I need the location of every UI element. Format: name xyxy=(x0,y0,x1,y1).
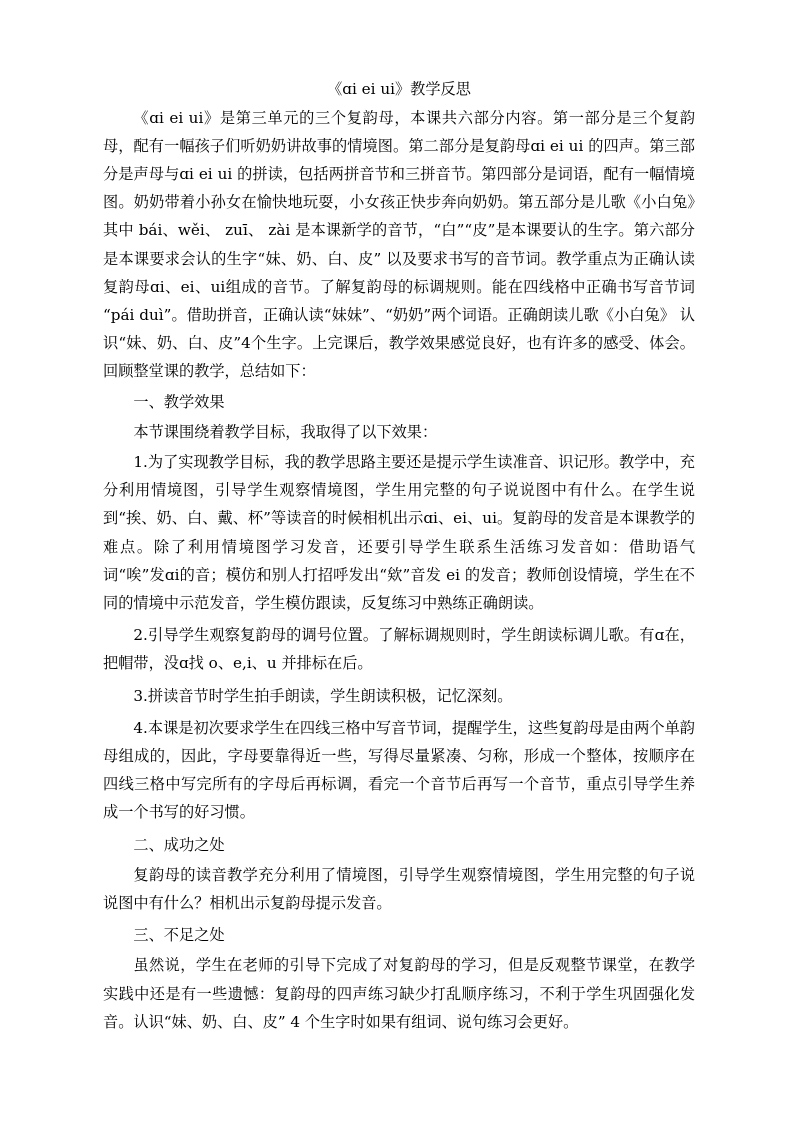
intro-paragraph: 《ɑi ei ui》是第三单元的三个复韵母，本课共六部分内容。第一部分是三个复韵母，配有一幅孩子们听奶奶讲故事的情境图。第二部分是复韵母ɑi ei ui 的四声。第三部分是声母与ɑi ei ui 的拼读，包括两拼音节和三拼音节。第四部分是词语，配有一幅情境图。奶奶带着小孙女在愉快地玩耍，小女孩正快步奔向奶奶。第五部分是儿歌《小白兔》其中 bái、wěi、 zuī、 zài 是本课新学的音节，“白”“皮”是本课要认的生字。第六部分是本课要求会认的生字“妹、奶、白、皮” 以及要求书写的音节词。教学重点为正确认读复韵母ɑi、ei、ui组成的音节。了解复韵母的标调规则。能在四线格中正确书写音节词 “pái duì”。借助拼音，正确认读“妹妹”、“奶奶”两个词语。正确朗读儿歌《小白兔》 认识“妹、奶、白、皮”4个生字。上完课后，教学效果感觉良好，也有许多的感受、体会。回顾整堂课的教学，总结如下： xyxy=(103,108,695,381)
shortcomings-paragraph: 虽然说，学生在老师的引导下完成了对复韵母的学习，但是反观整节课堂，在教学实践中还是有一些遗憾：复韵母的四声练习缺少打乱顺序练习，不利于学生巩固强化发音。认识“妹、奶、白、皮” 4 个生字时如果有组词、说句练习会更好。 xyxy=(103,956,695,1031)
section-heading-success: 二、成功之处 xyxy=(133,835,225,854)
section-heading-shortcomings: 三、不足之处 xyxy=(133,926,225,945)
section-heading-teaching-effect: 一、教学效果 xyxy=(133,392,225,411)
success-paragraph: 复韵母的读音教学充分利用了情境图，引导学生观察情境图，学生用完整的句子说说图中有什么？相机出示复韵母提示发音。 xyxy=(103,865,695,913)
effect-item-3: 3.拼读音节时学生拍手朗读，学生朗读积极，记忆深刻。 xyxy=(133,686,513,705)
document-page xyxy=(103,76,695,1036)
document-title: 《ɑi ei ui》教学反思 xyxy=(327,80,471,98)
section-lead-paragraph: 本节课围绕着教学目标，我取得了以下效果： xyxy=(133,422,438,441)
effect-item-2: 2.引导学生观察复韵母的调号位置。了解标调规则时，学生朗读标调儿歌。有ɑ在，把帽带，没ɑ找 o、e,i、u 并排标在后。 xyxy=(103,626,695,673)
effect-item-1: 1.为了实现教学目标，我的教学思路主要还是提示学生读准音、识记形。教学中，充分利用情境图，引导学生观察情境图，学生用完整的句子说说图中有什么。在学生说到“挨、奶、白、戴、杯”等读音的时候相机出示ɑi、ei、ui。复韵母的发音是本课教学的难点。除了利用情境图学习发音，还要引导学生联系生活练习发音如：借助语气词“唉”发ɑi的音；模仿和别人打招呼发出“欸”音发 ei 的发音；教师创设情境，学生在不同的情境中示范发音，学生模仿跟读，反复练习中熟练正确朗读。 xyxy=(103,453,695,613)
effect-item-4: 4.本课是初次要求学生在四线三格中写音节词，提醒学生，这些复韵母是由两个单韵母组成的，因此，字母要靠得近一些，写得尽量紧凑、匀称，形成一个整体，按顺序在四线三格中写完所有的字母后再标调，看完一个音节后再写一个音节，重点引导学生养成一个书写的好习惯。 xyxy=(103,718,695,822)
